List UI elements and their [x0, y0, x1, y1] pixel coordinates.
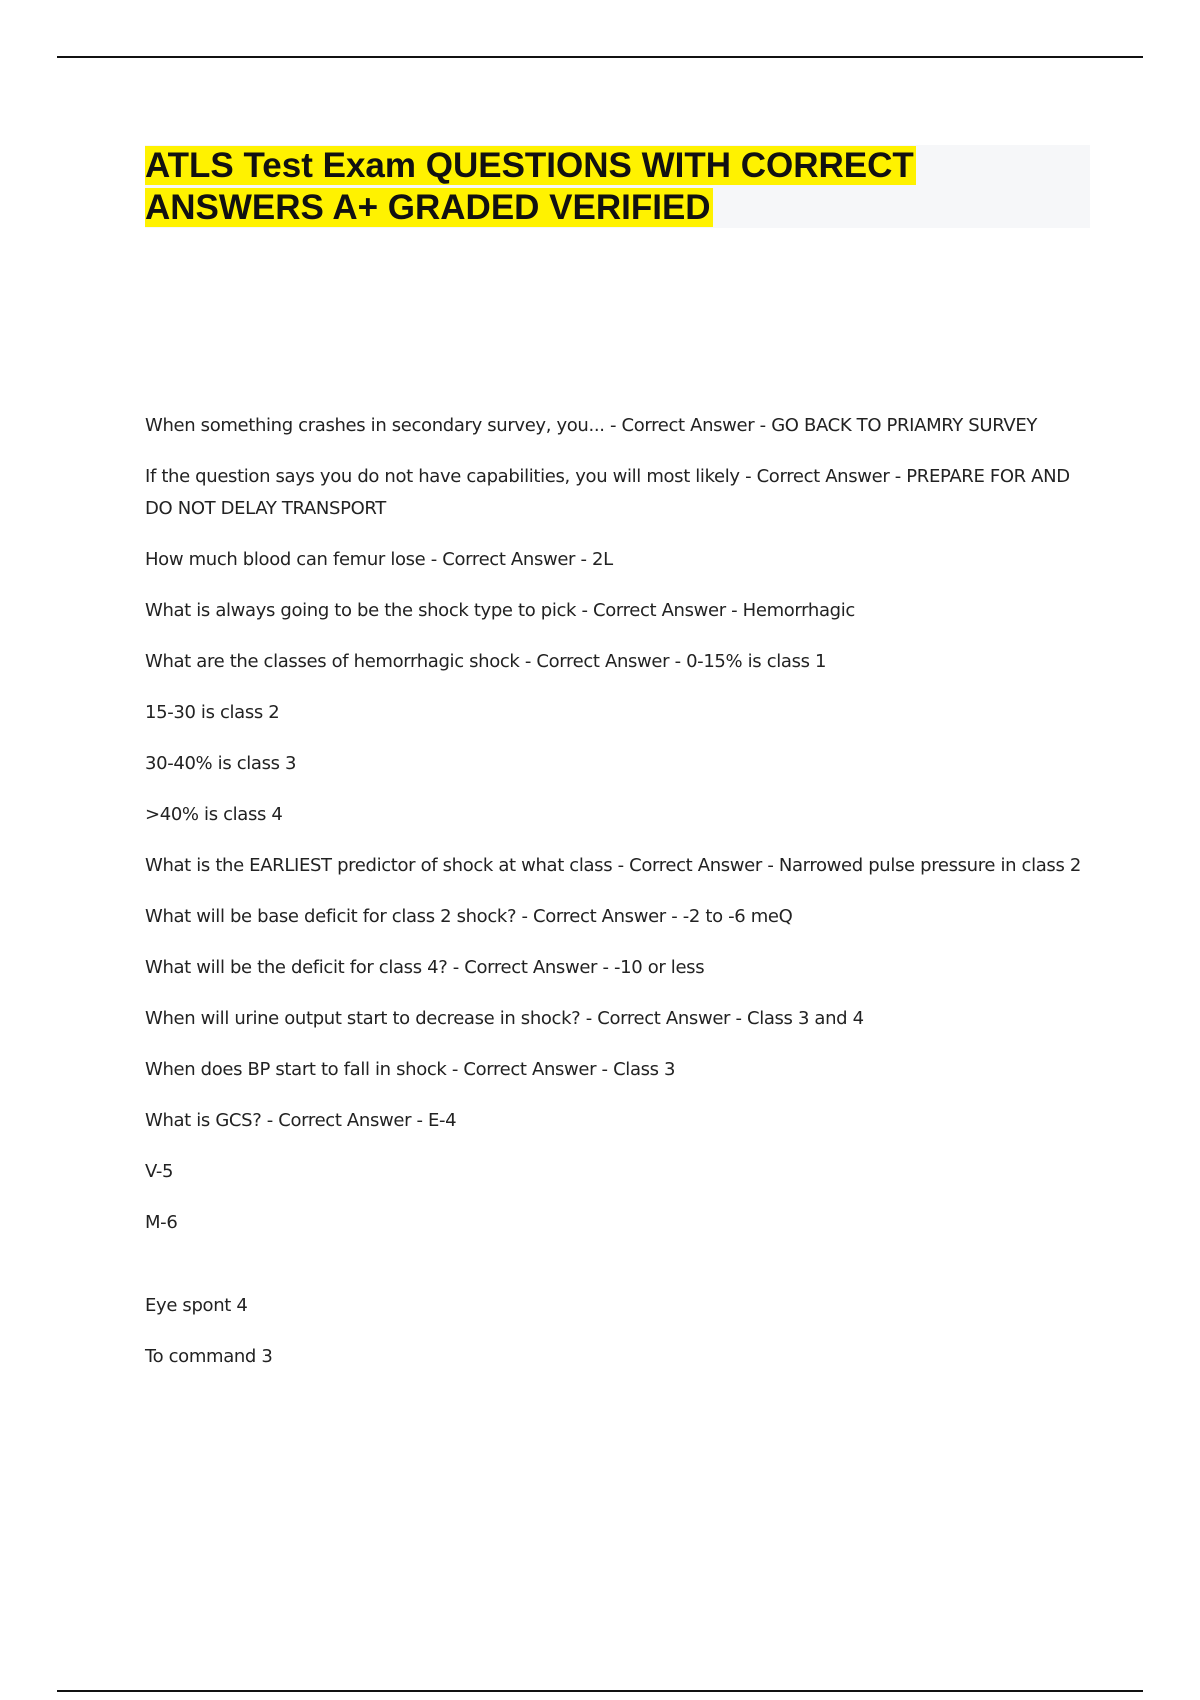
qa-paragraph: How much blood can femur lose - Correct Answer - 2L — [145, 549, 613, 570]
answer-line: To command 3 — [145, 1346, 273, 1367]
answer-line: 30-40% is class 3 — [145, 753, 297, 774]
qa-paragraph: If the question says you do not have capabilities, you will most likely - Correct Answer - PREPARE FOR AND DO NOT DELAY TRANSPORT — [145, 466, 1070, 519]
answer-line: 15-30 is class 2 — [145, 702, 280, 723]
document-title — [145, 145, 1090, 229]
qa-paragraph: When will urine output start to decrease in shock? - Correct Answer - Class 3 and 4 — [145, 1008, 864, 1029]
qa-paragraph: What will be base deficit for class 2 shock? - Correct Answer - -2 to -6 meQ — [145, 906, 793, 927]
qa-paragraph: What is the EARLIEST predictor of shock at what class - Correct Answer - Narrowed pulse pressure in class 2 — [145, 855, 1081, 876]
answer-line: Eye spont 4 — [145, 1295, 248, 1316]
qa-paragraph: What is always going to be the shock type to pick - Correct Answer - Hemorrhagic — [145, 600, 855, 621]
qa-paragraph: What will be the deficit for class 4? - Correct Answer - -10 or less — [145, 957, 705, 978]
header-rule — [57, 56, 1143, 58]
footer-rule — [57, 1690, 1143, 1692]
answer-line: >40% is class 4 — [145, 804, 283, 825]
document-title-text: ATLS Test Exam QUESTIONS WITH CORRECT ANSWERS A+ GRADED VERIFIED — [145, 146, 914, 227]
title-block — [145, 145, 1090, 228]
qa-paragraph: When does BP start to fall in shock - Correct Answer - Class 3 — [145, 1059, 676, 1080]
qa-paragraph: What are the classes of hemorrhagic shock - Correct Answer - 0-15% is class 1 — [145, 651, 827, 672]
answer-line: M-6 — [145, 1212, 178, 1233]
qa-paragraph: What is GCS? - Correct Answer - E-4 — [145, 1110, 457, 1131]
document-body — [145, 410, 1085, 1392]
qa-paragraph: When something crashes in secondary survey, you... - Correct Answer - GO BACK TO PRIAMRY SURVEY — [145, 415, 1037, 436]
answer-line: V-5 — [145, 1161, 174, 1182]
